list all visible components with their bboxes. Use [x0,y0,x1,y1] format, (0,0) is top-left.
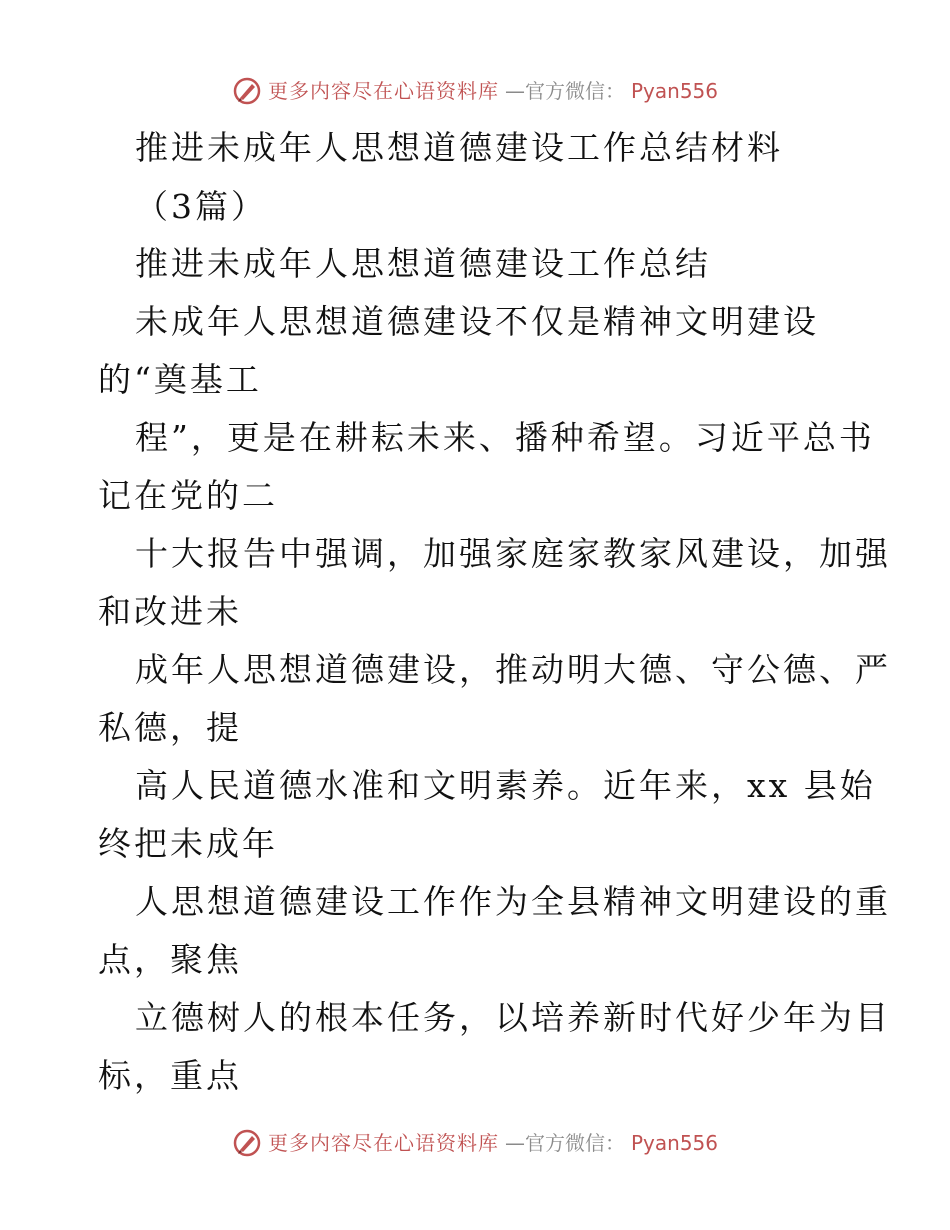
watermark-dash-text: —官方微信： [504,1131,625,1155]
paragraph-line: 私德，提 [98,708,242,747]
paragraph-line: 未成年人思想道德建设不仅是精神文明建设 [135,302,819,341]
paragraph-line: 的“奠基工 [98,360,262,399]
section-heading: 推进未成年人思想道德建设工作总结 [135,244,711,283]
paragraph-line: 程”，更是在耕耘未来、播种希望。习近平总书 [135,418,875,457]
paragraph-line: 立德树人的根本任务，以培养新时代好少年为目 [135,998,891,1037]
paragraph-line: 标，重点 [98,1056,242,1095]
watermark-handle: Pyan556 [630,79,718,103]
paragraph-line: 终把未成年 [98,824,278,863]
footer-watermark [0,1128,950,1158]
paragraph-line: 点，聚焦 [98,940,242,979]
watermark-main-text: 更多内容尽在心语资料库 [267,1131,499,1155]
paragraph-line: 高人民道德水准和文明素养。近年来，xx 县始 [135,766,876,805]
paragraph-line: 十大报告中强调，加强家庭家教家风建设，加强 [135,534,891,573]
paragraph-line: 人思想道德建设工作作为全县精神文明建设的重 [135,882,891,921]
document-title-line-1: 推进未成年人思想道德建设工作总结材料 [135,128,783,167]
pen-logo-icon [232,1128,262,1158]
watermark-handle: Pyan556 [630,1131,718,1155]
document-title-line-2: （3篇） [135,187,267,226]
watermark-main-text: 更多内容尽在心语资料库 [267,79,499,103]
paragraph-line: 记在党的二 [98,476,278,515]
paragraph-line: 和改进未 [98,592,242,631]
watermark-dash-text: —官方微信： [504,79,625,103]
paragraph-line: 成年人思想道德建设，推动明大德、守公德、严 [135,650,891,689]
